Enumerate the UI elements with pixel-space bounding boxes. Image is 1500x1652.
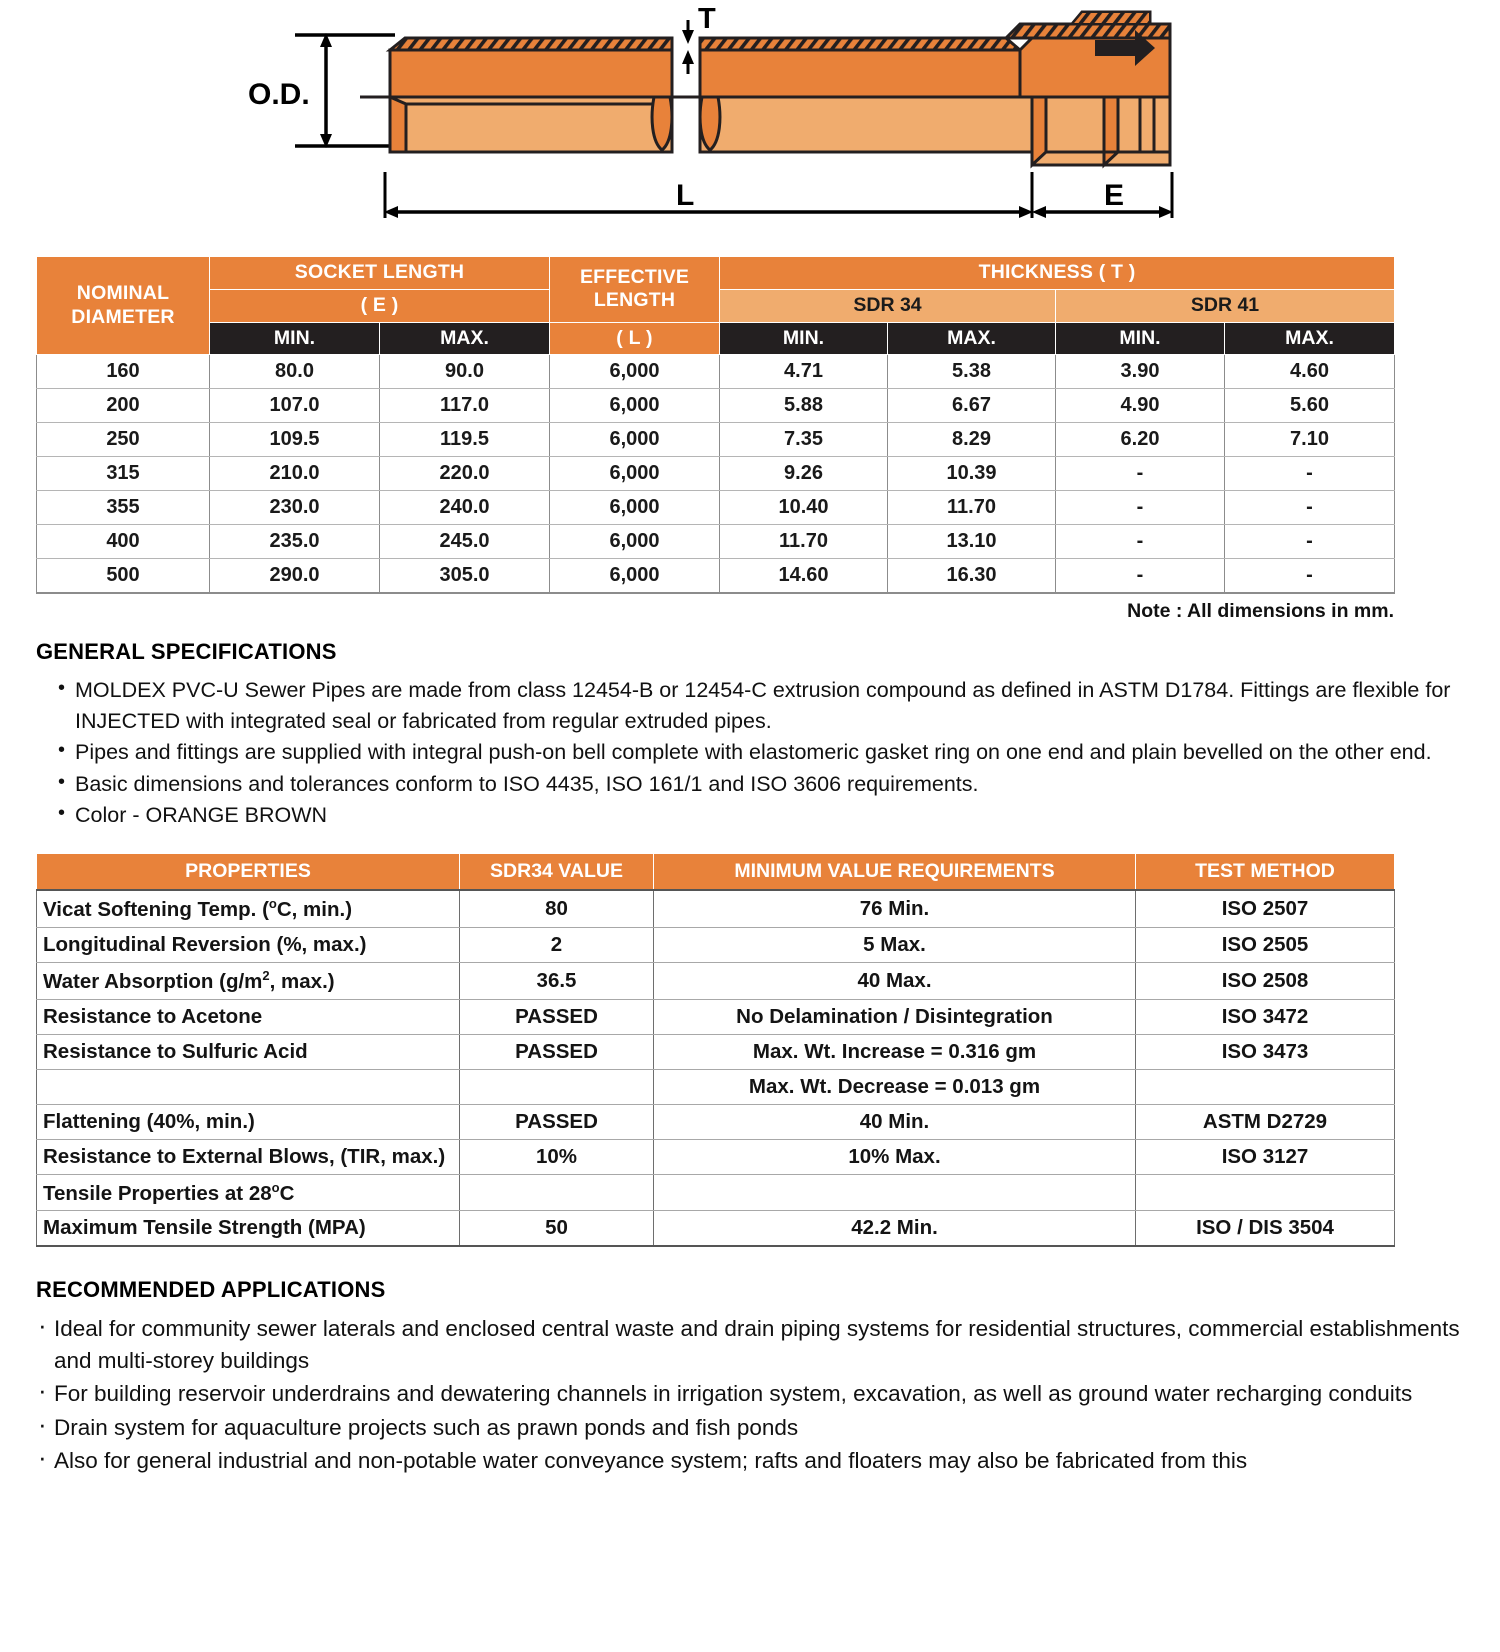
col-properties: PROPERTIES bbox=[37, 853, 460, 890]
cell-test-method bbox=[1136, 1174, 1395, 1211]
properties-table-body bbox=[37, 890, 1395, 1246]
cell-t41-min: - bbox=[1056, 525, 1225, 559]
table-row bbox=[37, 355, 1395, 389]
cell-nominal: 400 bbox=[37, 525, 210, 559]
cell-requirement: 40 Max. bbox=[654, 962, 1136, 999]
cell-sdr34-value bbox=[460, 1069, 654, 1104]
cell-sdr34-value: 36.5 bbox=[460, 962, 654, 999]
table-row bbox=[37, 1211, 1395, 1247]
socket-length-dimension bbox=[1032, 172, 1173, 218]
cell-requirement: No Delamination / Disintegration bbox=[654, 999, 1136, 1034]
list-item: · Drain system for aquaculture projects such as prawn ponds and fish ponds bbox=[38, 1412, 1466, 1444]
general-specifications-heading: GENERAL SPECIFICATIONS bbox=[36, 639, 337, 665]
col-t34-min: MIN. bbox=[720, 322, 888, 355]
effective-length-line2: LENGTH bbox=[593, 289, 676, 312]
cell-requirement: 10% Max. bbox=[654, 1139, 1136, 1174]
col-e-min: MIN. bbox=[210, 322, 380, 355]
properties-table-container bbox=[36, 853, 1464, 1247]
cell-sdr34-value: 10% bbox=[460, 1139, 654, 1174]
cell-property: Resistance to External Blows, (TIR, max.) bbox=[37, 1139, 460, 1174]
cell-requirement: 76 Min. bbox=[654, 890, 1136, 927]
pipe-left-segment bbox=[390, 38, 672, 152]
cell-e-max: 119.5 bbox=[380, 423, 550, 457]
socket-label: E bbox=[1104, 179, 1125, 212]
cell-t41-min: 3.90 bbox=[1056, 355, 1225, 389]
cell-t41-max: - bbox=[1225, 559, 1395, 594]
table-row bbox=[37, 927, 1395, 962]
cell-t41-min: - bbox=[1056, 559, 1225, 594]
cell-sdr34-value: 2 bbox=[460, 927, 654, 962]
cell-e-max: 305.0 bbox=[380, 559, 550, 594]
cell-test-method: ISO 3127 bbox=[1136, 1139, 1395, 1174]
list-item: • MOLDEX PVC-U Sewer Pipes are made from class 12454-B or 12454-C extrusion compound as defined in ASTM D1784. Fittings are flexible for INJECTED with integrated seal or fabricated from regular extruded pipes. bbox=[58, 675, 1460, 736]
table-row bbox=[37, 999, 1395, 1034]
cell-t34-max: 5.38 bbox=[888, 355, 1056, 389]
cell-nominal: 250 bbox=[37, 423, 210, 457]
pipe-right-segment bbox=[700, 12, 1170, 165]
dimension-table-head bbox=[37, 257, 1395, 355]
cell-test-method: ISO 3473 bbox=[1136, 1034, 1395, 1069]
cell-property bbox=[37, 1069, 460, 1104]
cell-property: Water Absorption ($g/m^2$, max.) bbox=[37, 962, 460, 999]
cell-t34-min: 11.70 bbox=[720, 525, 888, 559]
cell-e-max: 245.0 bbox=[380, 525, 550, 559]
cell-e-min: 107.0 bbox=[210, 389, 380, 423]
dimension-note: Note : All dimensions in mm. bbox=[1127, 600, 1394, 623]
table-row bbox=[37, 1139, 1395, 1174]
cell-requirement bbox=[654, 1174, 1136, 1211]
cell-l: 6,000 bbox=[550, 559, 720, 594]
cell-e-max: 117.0 bbox=[380, 389, 550, 423]
dimension-table-container bbox=[36, 256, 1464, 594]
list-item: • Basic dimensions and tolerances conform to ISO 4435, ISO 161/1 and ISO 3606 requirements. bbox=[58, 769, 1460, 800]
cell-t41-min: 4.90 bbox=[1056, 389, 1225, 423]
nominal-diameter-line1: NOMINAL bbox=[76, 281, 170, 304]
cell-sdr34-value: PASSED bbox=[460, 1034, 654, 1069]
recommended-applications-list bbox=[38, 1313, 1466, 1477]
cell-t34-min: 5.88 bbox=[720, 389, 888, 423]
table-row bbox=[37, 423, 1395, 457]
list-item: · Ideal for community sewer laterals and enclosed central waste and drain piping systems for residential structures, commercial establishments and multi-storey buildings bbox=[38, 1313, 1466, 1376]
od-dimension bbox=[248, 33, 395, 148]
cell-nominal: 200 bbox=[37, 389, 210, 423]
col-effective-length bbox=[550, 257, 720, 323]
cell-property: Tensile Properties at 28$^o$C bbox=[37, 1174, 460, 1211]
cell-test-method: ASTM D2729 bbox=[1136, 1104, 1395, 1139]
col-t34-max: MAX. bbox=[888, 322, 1056, 355]
table-row bbox=[37, 525, 1395, 559]
cell-requirement: 5 Max. bbox=[654, 927, 1136, 962]
length-label: L bbox=[676, 179, 695, 212]
col-sdr41: SDR 41 bbox=[1056, 289, 1395, 322]
properties-table bbox=[36, 853, 1395, 1247]
cell-t34-min: 14.60 bbox=[720, 559, 888, 594]
col-thickness: THICKNESS ( T ) bbox=[720, 257, 1395, 290]
od-label: O.D. bbox=[248, 78, 310, 111]
cell-sdr34-value: 80 bbox=[460, 890, 654, 927]
table-row bbox=[37, 1069, 1395, 1104]
cell-t34-min: 9.26 bbox=[720, 457, 888, 491]
cell-test-method: ISO 3472 bbox=[1136, 999, 1395, 1034]
cell-property: Resistance to Sulfuric Acid bbox=[37, 1034, 460, 1069]
col-socket-length-sub: ( E ) bbox=[210, 289, 550, 322]
col-t41-min: MIN. bbox=[1056, 322, 1225, 355]
cell-test-method: ISO 2508 bbox=[1136, 962, 1395, 999]
cell-t41-min: - bbox=[1056, 491, 1225, 525]
cell-e-min: 80.0 bbox=[210, 355, 380, 389]
col-t41-max: MAX. bbox=[1225, 322, 1395, 355]
cell-property: Flattening (40%, min.) bbox=[37, 1104, 460, 1139]
nominal-diameter-line2: DIAMETER bbox=[71, 305, 175, 328]
cell-test-method: ISO 2505 bbox=[1136, 927, 1395, 962]
cell-t41-max: 4.60 bbox=[1225, 355, 1395, 389]
table-row bbox=[37, 559, 1395, 594]
dimension-table-body bbox=[37, 355, 1395, 594]
cell-t41-max: - bbox=[1225, 457, 1395, 491]
cell-nominal: 355 bbox=[37, 491, 210, 525]
cell-nominal: 160 bbox=[37, 355, 210, 389]
cell-e-max: 240.0 bbox=[380, 491, 550, 525]
cell-t34-max: 10.39 bbox=[888, 457, 1056, 491]
cell-t41-max: 5.60 bbox=[1225, 389, 1395, 423]
table-row bbox=[37, 1034, 1395, 1069]
pipe-diagram bbox=[0, 0, 1500, 248]
cell-l: 6,000 bbox=[550, 457, 720, 491]
thickness-label: T bbox=[698, 3, 716, 35]
cell-e-min: 210.0 bbox=[210, 457, 380, 491]
cell-nominal: 500 bbox=[37, 559, 210, 594]
cell-e-max: 90.0 bbox=[380, 355, 550, 389]
cell-l: 6,000 bbox=[550, 525, 720, 559]
table-row bbox=[37, 457, 1395, 491]
cell-t34-min: 4.71 bbox=[720, 355, 888, 389]
cell-t34-min: 7.35 bbox=[720, 423, 888, 457]
cell-l: 6,000 bbox=[550, 423, 720, 457]
table-row bbox=[37, 1174, 1395, 1211]
cell-e-min: 290.0 bbox=[210, 559, 380, 594]
cell-property: Vicat Softening Temp. ($^o$C, min.) bbox=[37, 890, 460, 927]
pipe-diagram-svg bbox=[0, 0, 1500, 248]
table-row bbox=[37, 890, 1395, 927]
list-item: • Pipes and fittings are supplied with integral push-on bell complete with elastomeric gasket ring on one end and plain bevelled on the other end. bbox=[58, 737, 1460, 768]
cell-sdr34-value: PASSED bbox=[460, 1104, 654, 1139]
cell-t34-max: 6.67 bbox=[888, 389, 1056, 423]
col-sdr34-value: SDR34 VALUE bbox=[460, 853, 654, 890]
cell-test-method bbox=[1136, 1069, 1395, 1104]
cell-l: 6,000 bbox=[550, 491, 720, 525]
cell-e-min: 230.0 bbox=[210, 491, 380, 525]
col-socket-length: SOCKET LENGTH bbox=[210, 257, 550, 290]
cell-sdr34-value: 50 bbox=[460, 1211, 654, 1247]
cell-requirement: 40 Min. bbox=[654, 1104, 1136, 1139]
properties-table-head bbox=[37, 853, 1395, 890]
list-item: · Also for general industrial and non-potable water conveyance system; rafts and floaters may also be fabricated from this bbox=[38, 1445, 1466, 1477]
list-item: · For building reservoir underdrains and dewatering channels in irrigation system, excavation, as well as ground water recharging conduits bbox=[38, 1378, 1466, 1410]
cell-test-method: ISO / DIS 3504 bbox=[1136, 1211, 1395, 1247]
cell-t34-max: 16.30 bbox=[888, 559, 1056, 594]
recommended-applications-heading: RECOMMENDED APPLICATIONS bbox=[36, 1277, 386, 1303]
col-test-method: TEST METHOD bbox=[1136, 853, 1395, 890]
cell-l: 6,000 bbox=[550, 355, 720, 389]
cell-e-max: 220.0 bbox=[380, 457, 550, 491]
list-item: • Color - ORANGE BROWN bbox=[58, 800, 1460, 831]
cell-sdr34-value: PASSED bbox=[460, 999, 654, 1034]
cell-t34-max: 13.10 bbox=[888, 525, 1056, 559]
table-row bbox=[37, 962, 1395, 999]
cell-t34-max: 11.70 bbox=[888, 491, 1056, 525]
cell-sdr34-value bbox=[460, 1174, 654, 1211]
cell-t41-min: - bbox=[1056, 457, 1225, 491]
col-effective-length-sub: ( L ) bbox=[550, 322, 720, 355]
cell-nominal: 315 bbox=[37, 457, 210, 491]
cell-t41-max: 7.10 bbox=[1225, 423, 1395, 457]
table-row bbox=[37, 389, 1395, 423]
table-row bbox=[37, 1104, 1395, 1139]
cell-property: Resistance to Acetone bbox=[37, 999, 460, 1034]
effective-length-dimension bbox=[384, 172, 1033, 218]
cell-property: Longitudinal Reversion (%, max.) bbox=[37, 927, 460, 962]
cell-t34-max: 8.29 bbox=[888, 423, 1056, 457]
cell-test-method: ISO 2507 bbox=[1136, 890, 1395, 927]
dimension-table bbox=[36, 256, 1395, 594]
cell-l: 6,000 bbox=[550, 389, 720, 423]
col-e-max: MAX. bbox=[380, 322, 550, 355]
effective-length-line1: EFFECTIVE bbox=[579, 265, 690, 288]
cell-requirement: Max. Wt. Decrease = 0.013 gm bbox=[654, 1069, 1136, 1104]
cell-e-min: 235.0 bbox=[210, 525, 380, 559]
cell-t34-min: 10.40 bbox=[720, 491, 888, 525]
general-specifications-list bbox=[58, 675, 1460, 831]
cell-e-min: 109.5 bbox=[210, 423, 380, 457]
cell-t41-max: - bbox=[1225, 525, 1395, 559]
cell-requirement: 42.2 Min. bbox=[654, 1211, 1136, 1247]
cell-requirement: Max. Wt. Increase = 0.316 gm bbox=[654, 1034, 1136, 1069]
col-minimum-value-requirements: MINIMUM VALUE REQUIREMENTS bbox=[654, 853, 1136, 890]
cell-t41-min: 6.20 bbox=[1056, 423, 1225, 457]
cell-property: Maximum Tensile Strength (MPA) bbox=[37, 1211, 460, 1247]
col-sdr34: SDR 34 bbox=[720, 289, 1056, 322]
col-nominal-diameter bbox=[37, 257, 210, 355]
table-row bbox=[37, 491, 1395, 525]
cell-t41-max: - bbox=[1225, 491, 1395, 525]
